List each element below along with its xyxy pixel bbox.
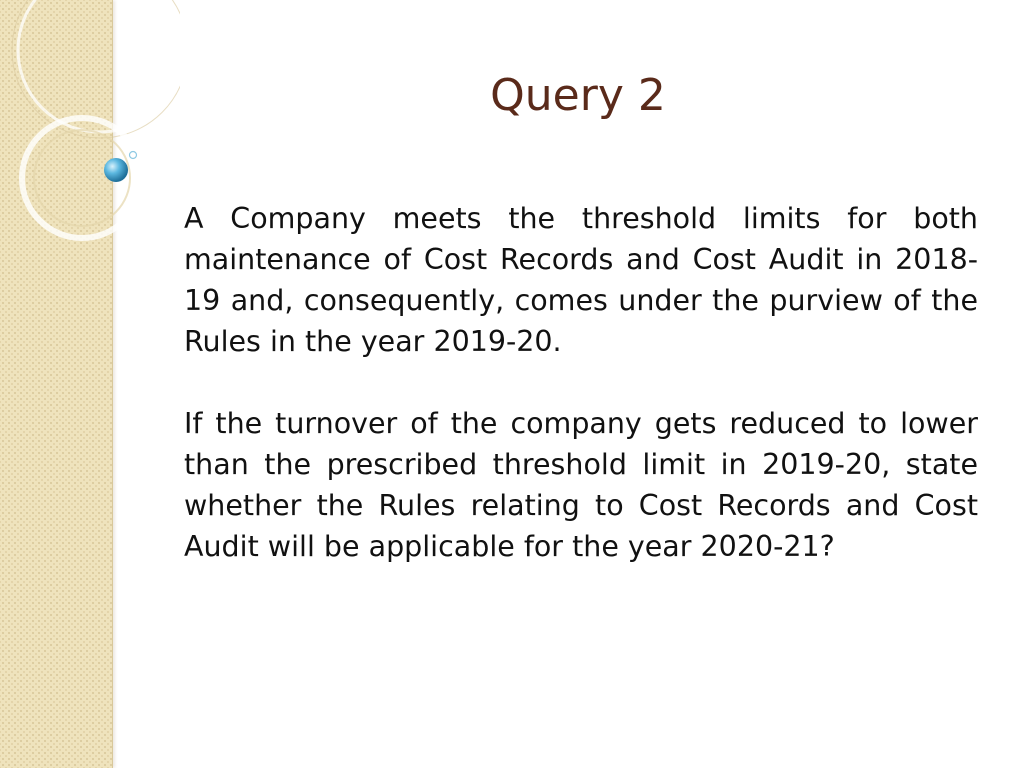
paragraph-1: A Company meets the threshold limits for both maintenance of Cost Records and Cost Audit in 2018-19 and, consequently, comes under the purview of the Rules in the year 2019-20. <box>184 202 978 358</box>
small-ring-icon <box>130 152 137 159</box>
slide-body <box>184 198 978 608</box>
slide-title: Query 2 <box>490 70 666 121</box>
paragraph-2: If the turnover of the company gets reduced to lower than the prescribed threshold limit in 2019-20, state whether the Rules relating to Cost Records and Cost Audit will be applicable for the year 2020-21? <box>184 407 978 563</box>
decorative-sidebar <box>0 0 113 768</box>
